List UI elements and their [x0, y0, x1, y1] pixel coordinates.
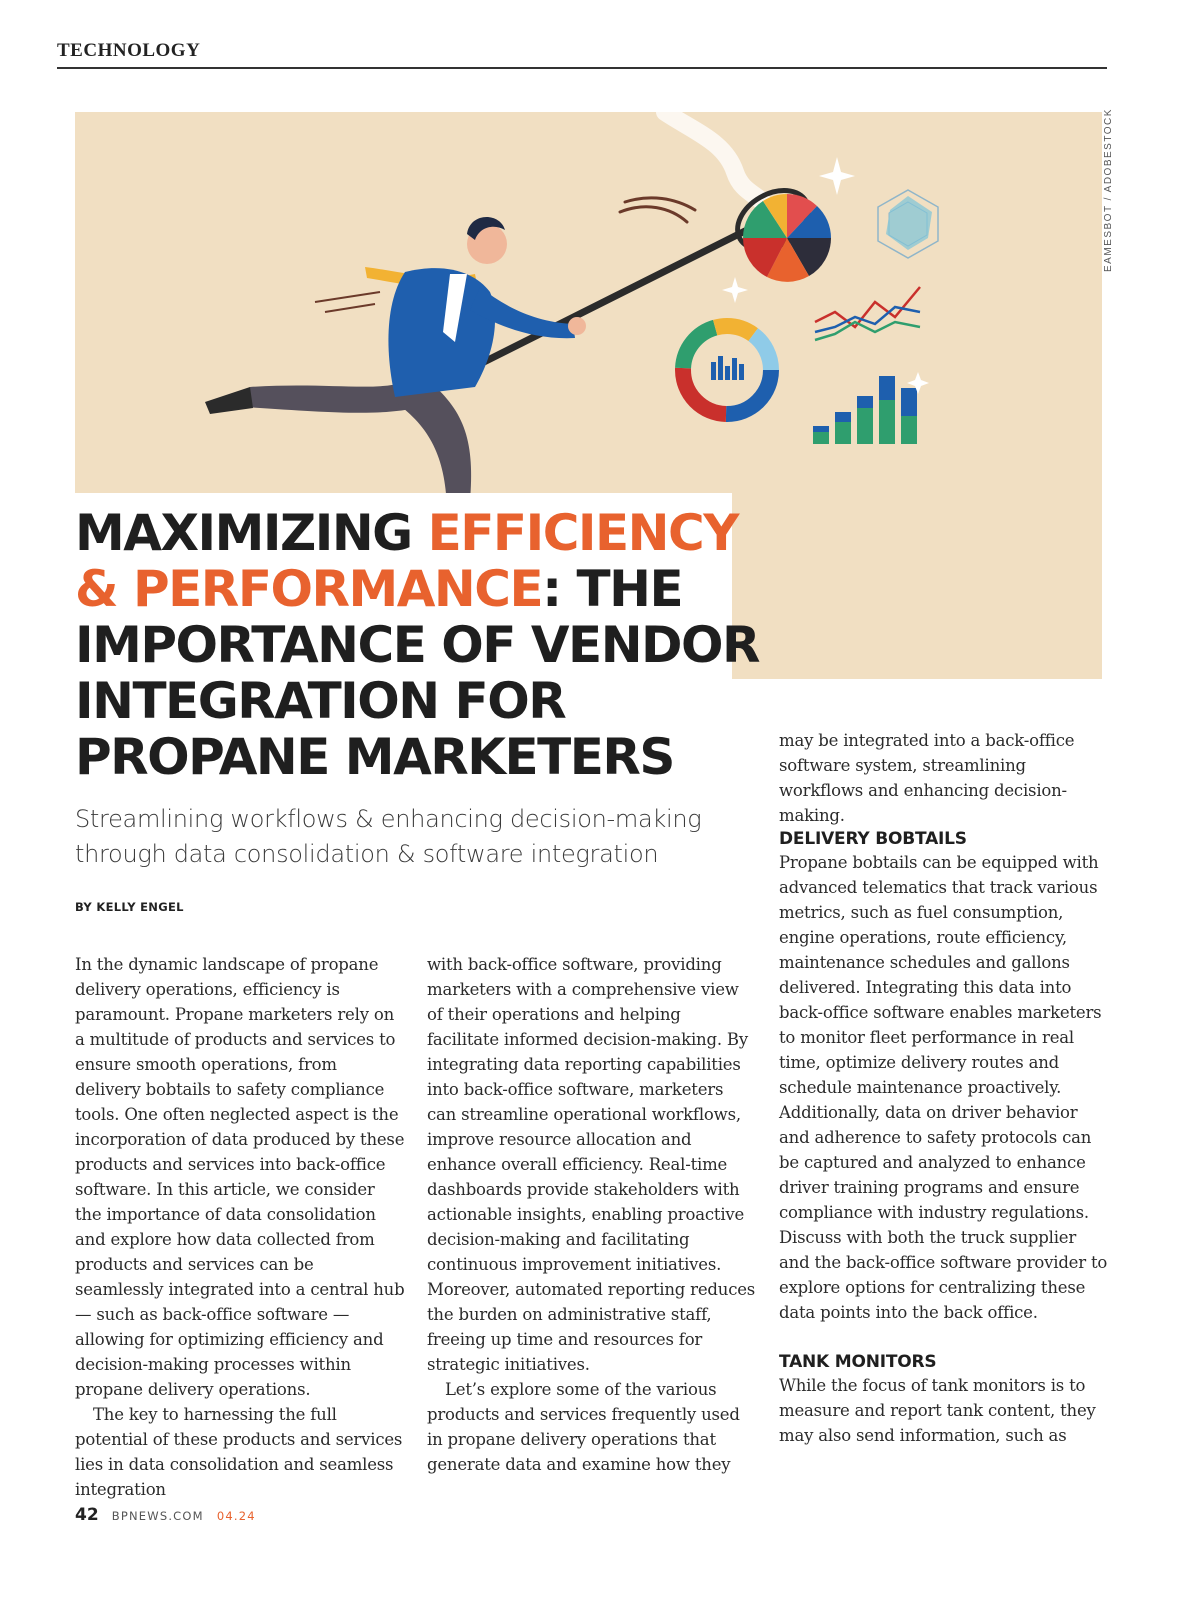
headline-text: PROPANE MARKETERS: [75, 728, 674, 786]
smoke-trail: [665, 112, 767, 227]
headline-accent: EFFICIENCY: [427, 504, 738, 562]
article-headline: [75, 505, 775, 785]
page-number: 42: [75, 1505, 99, 1525]
body-paragraph: Let’s explore some of the various products and services frequently used in propane delivery operations that generate data and examine how they: [427, 1380, 740, 1474]
pie-chart-graphic: [743, 194, 831, 282]
businessman-figure: [205, 217, 586, 512]
radar-chart-graphic: [878, 190, 938, 258]
subtitle-line: Streamlining workflows & enhancing decision-making: [75, 805, 702, 833]
sparkle-icon: [819, 157, 855, 195]
subtitle-line: through data consolidation & software integration: [75, 840, 659, 868]
section-heading: TANK MONITORS: [779, 1352, 937, 1372]
section-tank-monitors: [779, 1351, 1109, 1448]
headline-accent: & PERFORMANCE: [75, 560, 543, 618]
section-label: TECHNOLOGY: [57, 40, 201, 61]
photo-credit: EAMESBOT / ADOBESTOCK: [1103, 108, 1114, 272]
body-column-1: [75, 952, 405, 1502]
speed-lines: [315, 292, 380, 312]
donut-chart-graphic: [683, 326, 771, 414]
headline-text: : THE: [542, 560, 683, 618]
headline-text: IMPORTANCE OF VENDOR: [75, 616, 760, 674]
section-divider: [57, 67, 1107, 69]
body-column-2: [427, 952, 757, 1477]
line-chart-graphic: [815, 287, 920, 340]
motion-lines: [620, 198, 695, 222]
headline-text: INTEGRATION FOR: [75, 672, 566, 730]
body-column-3-continuation: [779, 728, 1109, 828]
body-paragraph: with back-office software, providing marketers with a comprehensive view of their operations and helping facilitate informed decision-making. By integrating data reporting capabilities into back-office software, marketers can streamline operational workflows, improve resource allocation and enhance overall efficiency. Real-time dashboards provide stakeholders with actionable insights, enabling proactive decision-making and facilitating continuous improvement initiatives. Moreover, automated reporting reduces the burden on administrative staff, freeing up time and resources for strategic initiatives.: [427, 955, 756, 1374]
headline-text: MAXIMIZING: [75, 504, 428, 562]
body-paragraph: Propane bobtails can be equipped with advanced telematics that track various metrics, such as fuel consumption, engine operations, route efficiency, maintenance schedules and gallons delivered. Integrating this data into back-office software enables marketers to monitor fleet performance in real time, optimize delivery routes and schedule maintenance proactively. Additionally, data on driver behavior and adherence to safety protocols can be captured and analyzed to enhance driver training programs and ensure compliance with industry regulations. Discuss with both the truck supplier and the back-office software provider to explore options for centralizing these data points into the back office.: [779, 853, 1108, 1322]
section-heading: DELIVERY BOBTAILS: [779, 829, 967, 849]
section-delivery-bobtails: [779, 828, 1109, 1325]
body-paragraph: In the dynamic landscape of propane delivery operations, efficiency is paramount. Propane marketers rely on a multitude of products and services to ensure smooth operations, from delivery bobtails to safety compliance tools. One often neglected aspect is the incorporation of data produced by these products and services into back-office software. In this article, we consider the importance of data consolidation and explore how data collected from products and services can be seamlessly integrated into a central hub — such as back-office software — allowing for optimizing efficiency and decision-making processes within propane delivery operations.: [75, 955, 405, 1399]
publication-site: BPNEWS.COM: [111, 1509, 204, 1523]
issue-date: 04.24: [216, 1509, 256, 1523]
body-paragraph: The key to harnessing the full potential of these products and services lies in data consolidation and seamless integration: [75, 1405, 403, 1499]
page-footer: [75, 1505, 256, 1525]
body-paragraph: may be integrated into a back-office software system, streamlining workflows and enhancing decision-making.: [779, 731, 1075, 825]
sparkle-icon: [722, 277, 748, 303]
byline: BY KELLY ENGEL: [75, 900, 184, 914]
article-subtitle: [75, 802, 715, 872]
bar-chart-graphic: [813, 376, 917, 444]
body-paragraph: While the focus of tank monitors is to measure and report tank content, they may also send information, such as: [779, 1376, 1096, 1445]
